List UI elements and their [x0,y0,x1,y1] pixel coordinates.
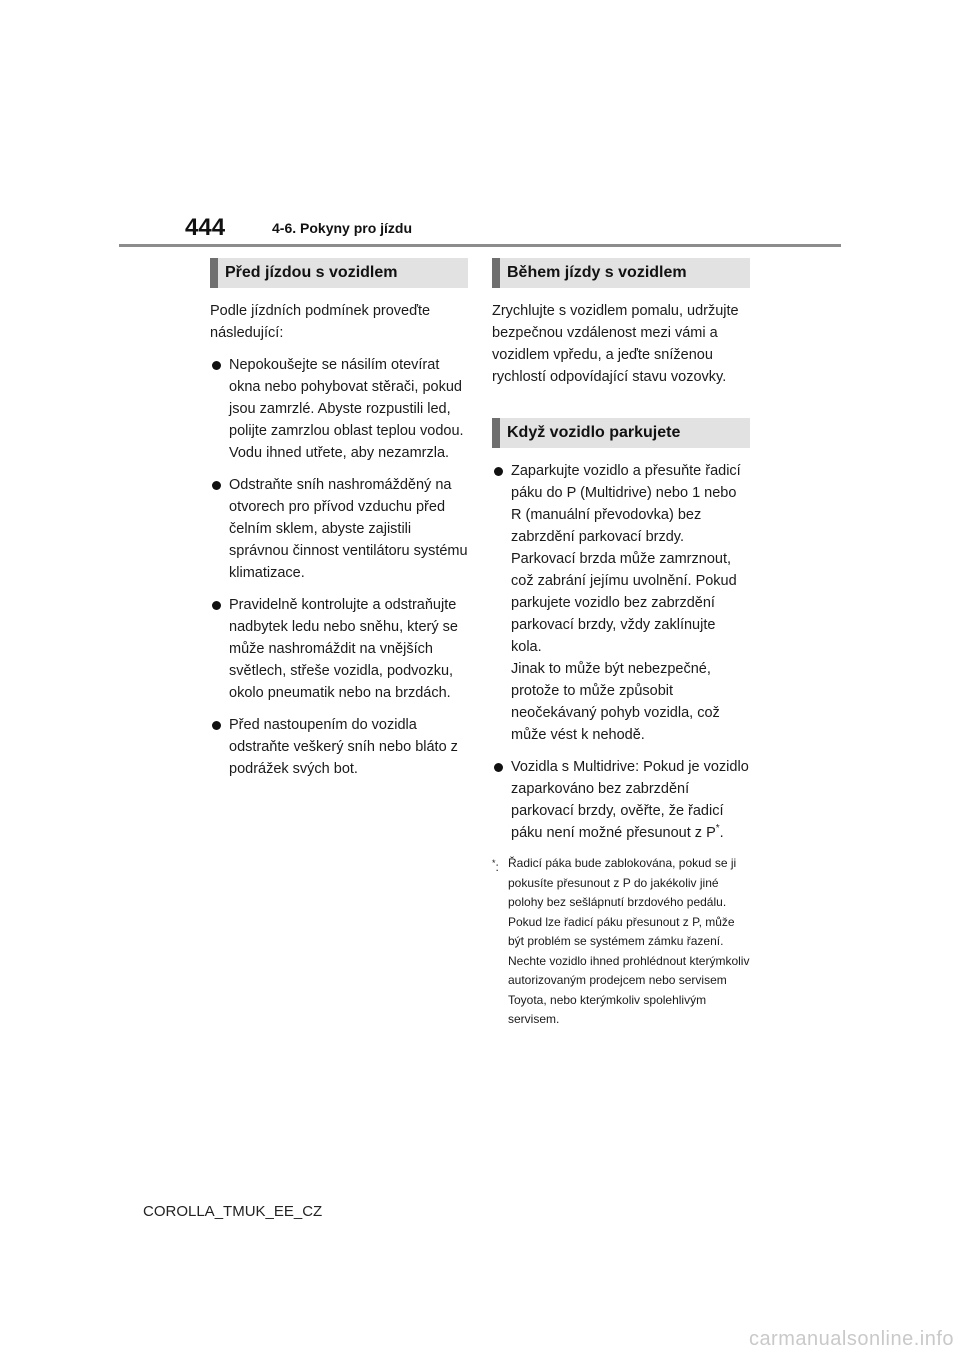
list-item [210,474,468,584]
list-item [492,756,750,844]
list-item [210,594,468,704]
section-title-while-driving: Během jízdy s vozidlem [492,258,750,288]
right-column [492,258,750,1030]
footnote-reference: * [715,823,720,835]
parking-list [492,460,750,844]
list-item-text: Pravidelně kontrolujte a odstraňujte nadbytek ledu nebo sněhu, který se může nashromáždit na vnějších světlech, střeše vozidla, podvozku, okolo pneumatik nebo na brzdách. [229,597,458,701]
section-spacer [492,398,750,418]
chapter-title: 4-6. Pokyny pro jízdu [272,220,413,236]
footnote-marker [492,854,499,878]
list-item [210,714,468,780]
list-item-text: Před nastoupením do vozidla odstraňte veškerý sníh nebo bláto z podrážek svých bot. [229,717,458,777]
page-header [0,0,960,250]
list-item-text: Nepokoušejte se násilím otevírat okna nebo pohybovat stěrači, pokud jsou zamrzlé. Abyste rozpustili led, polijte zamrzlou oblast teplou vodou. Vodu ihned utřete, aby nezamrzla. [229,357,464,461]
list-item-text: Vozidla s Multidrive: Pokud je vozidlo zaparkováno bez zabrzdění parkovací brzdy, ověřte, že řadicí páku není možné přesunout z P [511,759,749,841]
bullet-icon [212,601,221,610]
list-item-end: . [719,825,724,841]
page-number: 444 [185,214,226,241]
watermark: carmanualsonline.info [748,1328,954,1350]
list-item [492,460,750,746]
bullet-icon [212,721,221,730]
list-item-text: Zaparkujte vozidlo a přesuňte řadicí páku do P (Multidrive) nebo 1 nebo R (manuální převodovka) bez zabrzdění parkovací brzdy. [511,463,741,545]
footnote-text: Řadicí páka bude zablokována, pokud se ji pokusíte přesunout z P do jakékoliv jiné polohy bez sešlápnutí brzdového pedálu. Pokud lze řadicí páku přesunout z P, může být problém se systémem zámku řazení. Nechte vozidlo ihned prohlédnout kterýmkoliv autorizovaným prodejcem nebo servisem Toyota, nebo kterýmkoliv spolehlivým servisem. [508,856,750,1026]
document-code: COROLLA_TMUK_EE_CZ [143,1203,323,1220]
intro-paragraph: Podle jízdních podmínek proveďte následující: [210,303,431,341]
bullet-icon [212,481,221,490]
list-item [210,354,468,464]
before-driving-list [210,354,468,780]
list-item-text: Jinak to může být nebezpečné, protože to může způsobit neočekávaný pohyb vozidla, což může vést k nehodě. [511,661,720,743]
header-divider [119,244,841,247]
driving-paragraph: Zrychlujte s vozidlem pomalu, udržujte bezpečnou vzdálenost mezi vámi a vozidlem vpředu, a jeďte sníženou rychlostí odpovídající stavu vozovky. [492,303,739,385]
list-item-text: Odstraňte sníh nashromážděný na otvorech pro přívod vzduchu před čelním sklem, abyste zajistili správnou činnost ventilátoru systému klimatizace. [229,477,468,581]
left-column [210,258,468,790]
section-title-before-driving: Před jízdou s vozidlem [210,258,468,288]
bullet-icon [212,361,221,370]
bullet-icon [494,763,503,772]
footnote-colon: : [495,860,499,874]
footnote [492,854,750,1030]
section-title-parking: Když vozidlo parkujete [492,418,750,448]
bullet-icon [494,467,503,476]
list-item-text: Parkovací brzda může zamrznout, což zabrání jejímu uvolnění. Pokud parkujete vozidlo bez zabrzdění parkovací brzdy, vždy zaklínujte kola. [511,551,737,655]
footnote-asterisk: * [492,858,496,868]
